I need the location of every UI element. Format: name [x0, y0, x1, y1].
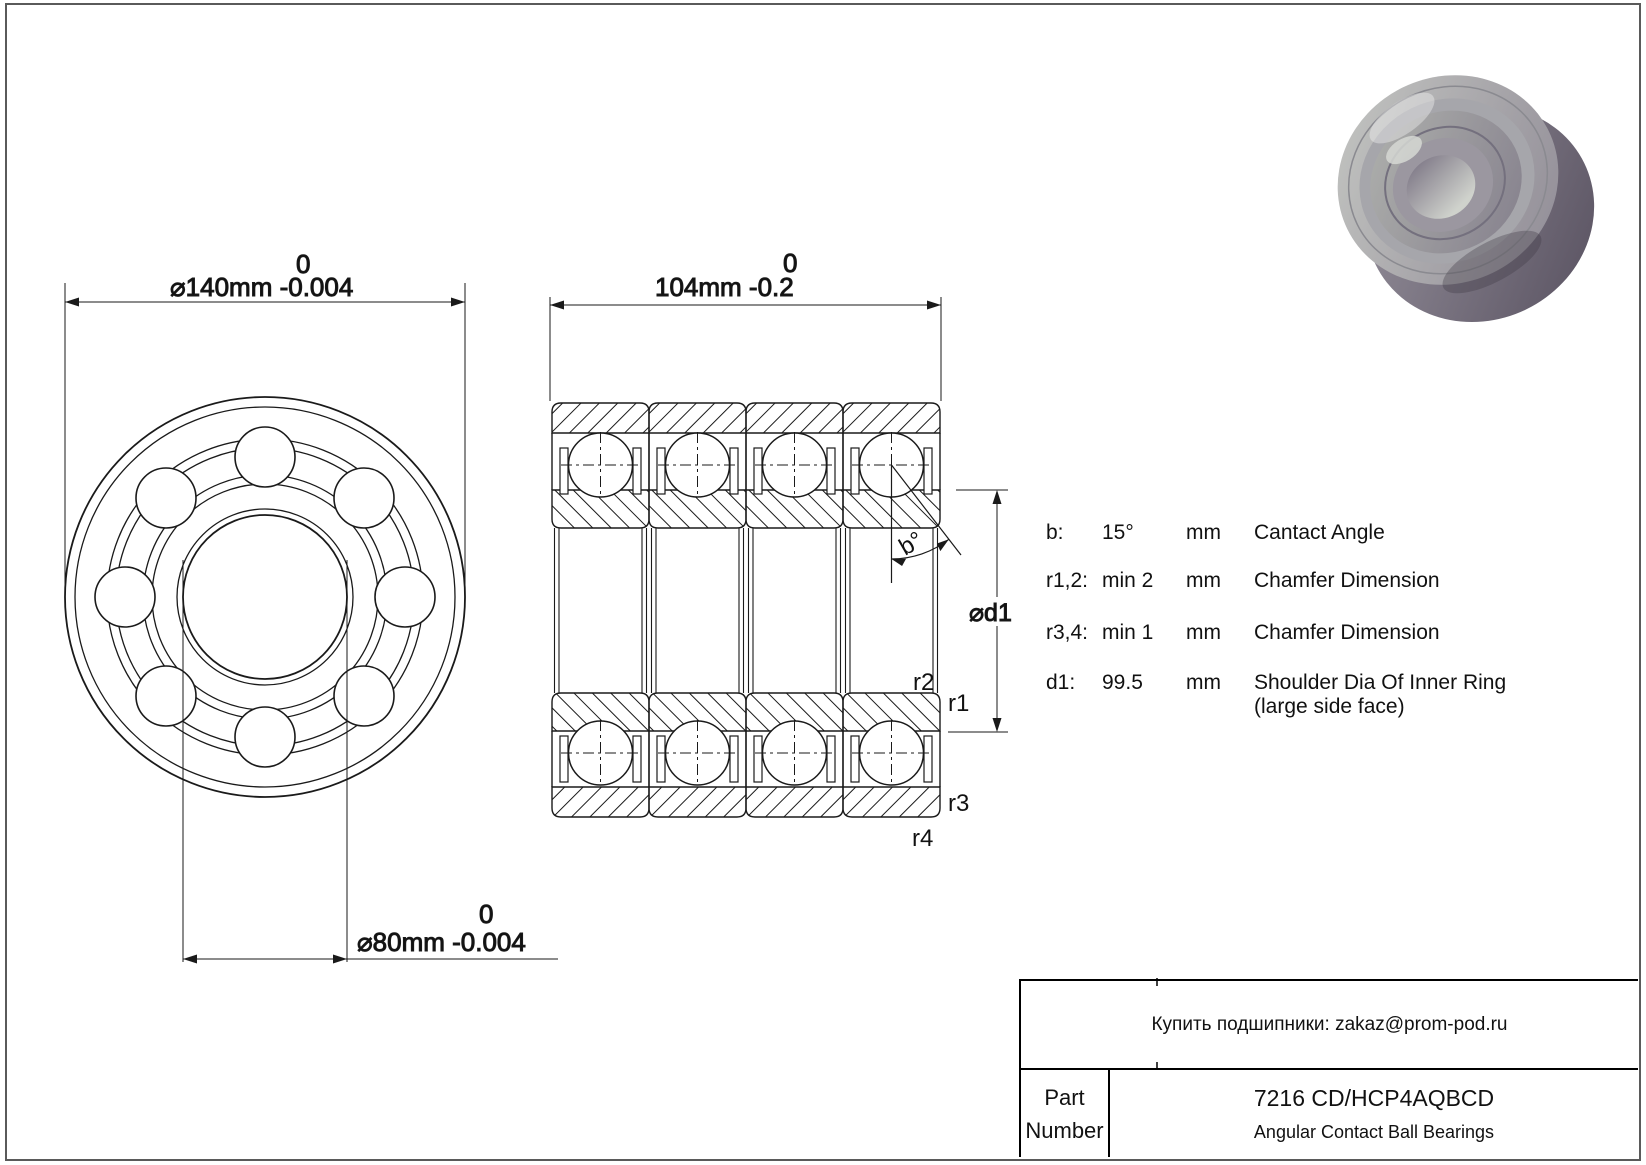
- width-tolerance-upper: 0: [783, 248, 798, 278]
- spec-param: b:: [1046, 521, 1064, 544]
- spec-unit: mm: [1186, 569, 1221, 592]
- title-block: [1019, 979, 1638, 1157]
- part-number-label: Part Number: [1025, 1084, 1104, 1143]
- part-number-value: 7216 CD/HCP4AQBCD: [1253, 1084, 1495, 1111]
- spec-row-shoulder-d1: [1046, 671, 1506, 719]
- spec-description: Chamfer Dimension: [1254, 569, 1440, 592]
- width-text: 104mm -0.2: [655, 272, 794, 302]
- spec-row-chamfer-r12: [1046, 569, 1440, 593]
- part-number-cell: [1110, 1070, 1638, 1157]
- contact-angle-label: b°: [894, 526, 928, 562]
- spec-description: Cantact Angle: [1254, 521, 1385, 544]
- r1-label: r1: [948, 690, 970, 717]
- bearing-3d-render: [1302, 38, 1631, 360]
- bearing-cross-section: [552, 403, 961, 817]
- d1-label: ⌀d1: [969, 599, 1012, 627]
- spec-row-contact-angle: [1046, 521, 1385, 545]
- part-row: [1021, 1070, 1638, 1157]
- vendor-row: [1021, 981, 1638, 1070]
- spec-value: 15°: [1102, 521, 1134, 544]
- dimension-outer-diameter: [65, 249, 465, 589]
- dimension-bore-diameter: [183, 560, 558, 964]
- spec-param: r3,4:: [1046, 621, 1089, 644]
- spec-unit: mm: [1186, 521, 1221, 544]
- spec-value: 99.5: [1102, 671, 1143, 694]
- spec-value: min 2: [1102, 569, 1154, 592]
- part-number-label-cell: [1021, 1070, 1110, 1157]
- spec-description: Chamfer Dimension: [1254, 621, 1440, 644]
- r3-label: r3: [948, 790, 970, 817]
- spec-unit: mm: [1186, 621, 1221, 644]
- spec-description-line2: (large side face): [1254, 695, 1405, 718]
- front-view-balls: [95, 427, 435, 767]
- bearing-front-view: [65, 397, 465, 797]
- spec-description: [1254, 671, 1506, 719]
- spec-row-chamfer-r34: [1046, 621, 1440, 645]
- spec-param: d1:: [1046, 671, 1076, 694]
- outer-diameter-text: ⌀140mm -0.004: [170, 272, 354, 302]
- spec-unit: mm: [1186, 671, 1221, 694]
- dimension-width: [550, 248, 941, 401]
- bearing-category: Angular Contact Ball Bearings: [1253, 1121, 1495, 1142]
- spec-value: min 1: [1102, 621, 1154, 644]
- r4-label: r4: [912, 825, 934, 852]
- r2-label: r2: [913, 669, 935, 696]
- bore-diameter-text: ⌀80mm -0.004: [357, 927, 526, 957]
- bore-diameter-tolerance-upper: 0: [479, 899, 494, 929]
- spec-description-line1: Shoulder Dia Of Inner Ring: [1254, 671, 1507, 694]
- outer-diameter-tolerance-upper: 0: [296, 249, 311, 279]
- vendor-contact-text: Купить подшипники: zakaz@prom-pod.ru: [1151, 1013, 1508, 1035]
- spec-param: r1,2:: [1046, 569, 1089, 592]
